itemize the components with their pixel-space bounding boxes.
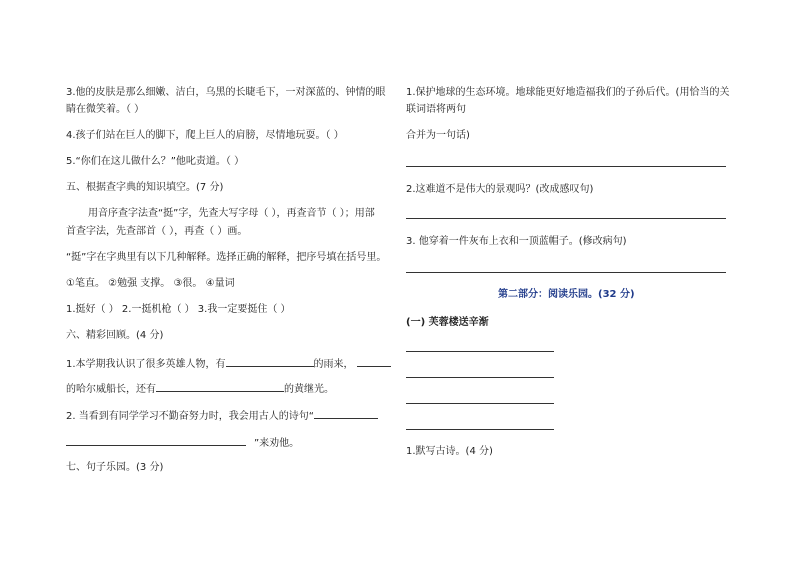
text: 的黄继光。 [284,384,334,395]
poem-question: 1.默写古诗。(4 分) [406,446,493,457]
rewrite-1-line1: 1.保护地球的生态环境。地球能更好地造福我们的子孙后代。(用恰当的关 [406,87,730,98]
poem-line-3[interactable] [406,403,554,404]
section-6-question-2-line2 [66,436,299,450]
poem-line-2[interactable] [406,377,554,378]
answer-line[interactable] [406,166,726,167]
section-5-options: ①笔直。 ②勉强 支撑。 ③很。 ④量词 [66,278,235,289]
question-3-line2: 睛在微笑着。（ ） [66,104,145,115]
rewrite-1-line3: 合并为一句话) [406,130,470,141]
section-6-question-1-line1 [66,357,391,371]
section-5-items: 1.挺好（ ） 2.一挺机枪（ ） 3.我一定要挺住（ ） [66,304,291,315]
section-5-paragraph-1: 用音序查字法查“挺”字，先查大写字母（ ），再查音节（ ）；用部 [88,208,375,219]
section-6-question-2-line1 [66,409,378,423]
text: 的雨来， [313,359,354,370]
answer-blank[interactable] [156,382,284,392]
text: 2. 当看到有同学学习不勤奋努力时，我会用古人的诗句“ [66,411,314,422]
text: 的哈尔威船长，还有 [66,384,156,395]
section-5-title: 五、根据查字典的知识填空。(7 分) [66,182,224,193]
section-7-title: 七、句子乐园。(3 分) [66,462,164,473]
part-2-title: 第二部分：阅读乐园。(32 分) [498,289,635,300]
section-5-paragraph-2: 首查字法，先查部首（ ），再查（ ）画。 [66,226,248,237]
answer-blank[interactable] [314,409,378,419]
answer-line[interactable] [406,218,726,219]
rewrite-2: 2.这难道不是伟大的景观吗？(改成感叹句) [406,184,594,195]
question-3-line1: 3.他的皮肤是那么细嫩、洁白，乌黑的长睫毛下，一对深蓝的、钟情的眼 [66,87,386,98]
question-5: 5.“你们在这儿做什么？”他叱责道。（ ） [66,156,245,167]
answer-blank[interactable] [226,357,314,367]
text: 1.本学期我认识了很多英雄人物，有 [66,359,226,370]
question-4: 4.孩子们站在巨人的脚下，爬上巨人的肩膀，尽情地玩耍。（ ） [66,130,344,141]
poem-title: (一) 芙蓉楼送辛渐 [406,317,489,328]
poem-line-1[interactable] [406,351,554,352]
text: ”来劝他。 [254,438,300,449]
answer-blank[interactable] [66,436,246,446]
section-6-question-1-line2 [66,382,334,396]
section-5-paragraph-3: “挺”字在字典里有以下几种解释。选择正确的解释，把序号填在括号里。 [66,252,387,263]
rewrite-1-line2: 联词语将两句 [406,104,466,115]
answer-line[interactable] [406,272,726,273]
section-6-title: 六、精彩回顾。(4 分) [66,330,164,341]
rewrite-3: 3. 他穿着一件灰布上衣和一顶蓝帽子。(修改病句) [406,236,627,247]
poem-line-4[interactable] [406,429,554,430]
answer-blank[interactable] [357,357,391,367]
